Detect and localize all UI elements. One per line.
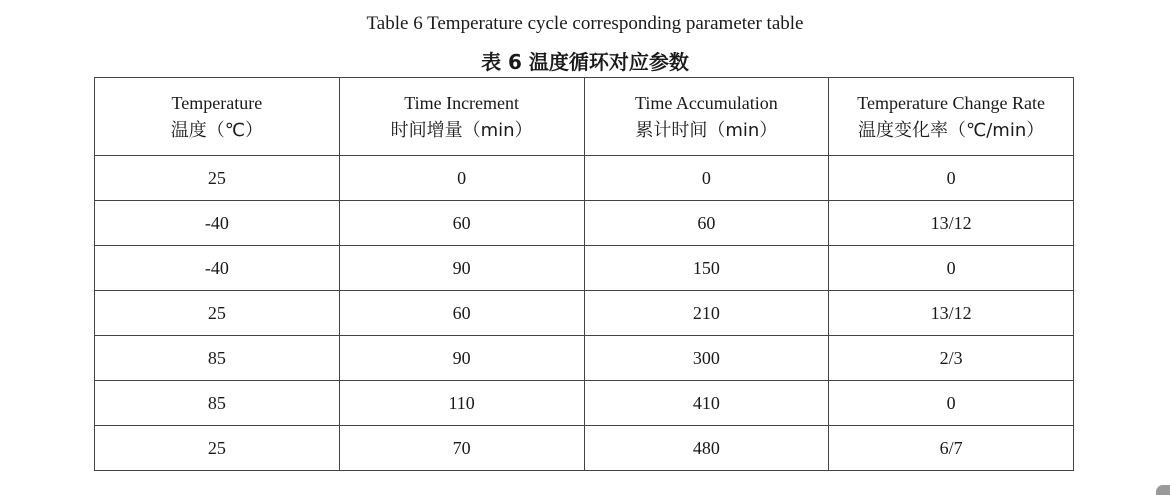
cell-time-increment: 0: [339, 156, 584, 201]
header-temperature-en: Temperature: [171, 92, 263, 113]
cell-time-accumulation: 60: [584, 201, 829, 246]
cell-time-increment: 90: [339, 246, 584, 291]
header-time-increment: [339, 78, 584, 156]
table-caption-english: Table 6 Temperature cycle corresponding parameter table: [366, 13, 804, 34]
header-time-accumulation-en: Time Accumulation: [634, 92, 778, 113]
cell-time-increment: 70: [339, 426, 584, 471]
cell-temperature: 85: [95, 336, 340, 381]
header-time-increment-cn: 时间增量（min）: [390, 119, 533, 141]
table-row: [95, 156, 1074, 201]
cell-time-increment: 110: [339, 381, 584, 426]
header-change-rate-cn: 温度变化率（℃/min）: [858, 119, 1045, 141]
cell-change-rate: 6/7: [829, 426, 1074, 471]
table-header-row: [95, 78, 1074, 156]
cell-change-rate: 13/12: [829, 201, 1074, 246]
header-change-rate-en: Temperature Change Rate: [857, 92, 1045, 113]
cell-time-increment: 90: [339, 336, 584, 381]
cell-time-increment: 60: [339, 291, 584, 336]
cell-time-accumulation: 0: [584, 156, 829, 201]
cell-change-rate: 13/12: [829, 291, 1074, 336]
header-temperature-cn: 温度（℃）: [170, 119, 263, 141]
table-row: [95, 336, 1074, 381]
table-row: [95, 291, 1074, 336]
cell-time-accumulation: 300: [584, 336, 829, 381]
cell-change-rate: 0: [829, 381, 1074, 426]
scroll-indicator[interactable]: [1156, 485, 1170, 495]
cell-temperature: 25: [95, 426, 340, 471]
cell-temperature: -40: [95, 246, 340, 291]
table-row: [95, 246, 1074, 291]
header-time-increment-en: Time Increment: [404, 92, 520, 113]
header-temperature: [95, 78, 340, 156]
table-row: [95, 426, 1074, 471]
cell-temperature: 25: [95, 156, 340, 201]
header-temperature-change-rate: [829, 78, 1074, 156]
cell-temperature: 85: [95, 381, 340, 426]
cell-change-rate: 0: [829, 246, 1074, 291]
cell-temperature: -40: [95, 201, 340, 246]
cell-temperature: 25: [95, 291, 340, 336]
cell-change-rate: 2/3: [829, 336, 1074, 381]
header-time-accumulation: [584, 78, 829, 156]
cell-time-increment: 60: [339, 201, 584, 246]
table-row: [95, 381, 1074, 426]
temperature-cycle-table: [94, 77, 1074, 471]
cell-time-accumulation: 150: [584, 246, 829, 291]
table-row: [95, 201, 1074, 246]
cell-time-accumulation: 410: [584, 381, 829, 426]
header-time-accumulation-cn: 累计时间（min）: [635, 119, 778, 141]
cell-time-accumulation: 210: [584, 291, 829, 336]
cell-change-rate: 0: [829, 156, 1074, 201]
cell-time-accumulation: 480: [584, 426, 829, 471]
table-caption-chinese: 表 6 温度循环对应参数: [481, 50, 689, 74]
